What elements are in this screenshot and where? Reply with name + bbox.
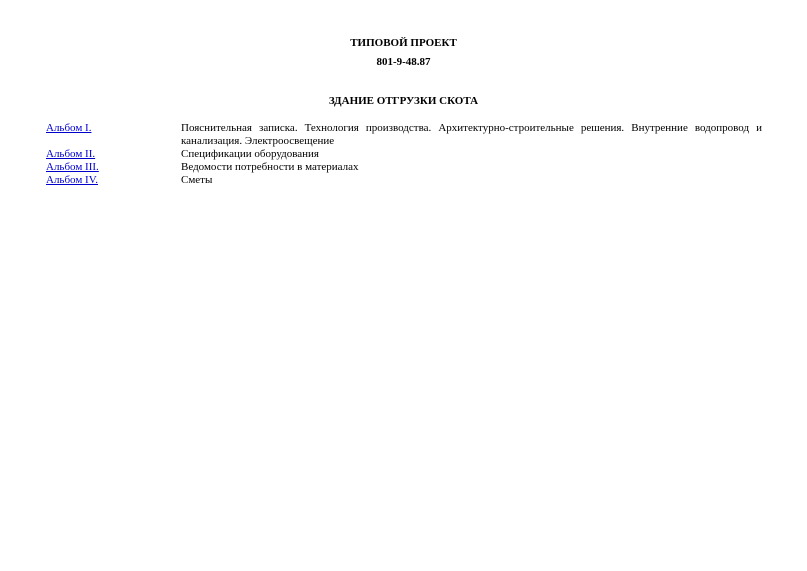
album-list [46, 122, 762, 187]
album-description-2: Спецификации оборудования [181, 148, 319, 160]
document-type-heading: ТИПОВОЙ ПРОЕКТ [350, 37, 457, 49]
album-row [46, 122, 762, 148]
album-description-1: Пояснительная записка. Технология производства. Архитектурно-строительные решения. Внутренние водопровод и канализация. Электроосвещение [181, 122, 762, 147]
album-link-3[interactable]: Альбом III. [46, 161, 99, 173]
album-row [46, 148, 762, 161]
album-link-4[interactable]: Альбом IV. [46, 174, 98, 186]
album-link-2[interactable]: Альбом II. [46, 148, 96, 160]
album-description-3: Ведомости потребности в материалах [181, 161, 359, 173]
album-description-4: Сметы [181, 174, 213, 186]
project-number-heading: 801-9-48.87 [376, 56, 431, 68]
album-link-1[interactable]: Альбом I. [46, 122, 92, 134]
album-row [46, 161, 762, 174]
album-row [46, 174, 762, 187]
project-title-heading: ЗДАНИЕ ОТГРУЗКИ СКОТА [328, 95, 479, 107]
